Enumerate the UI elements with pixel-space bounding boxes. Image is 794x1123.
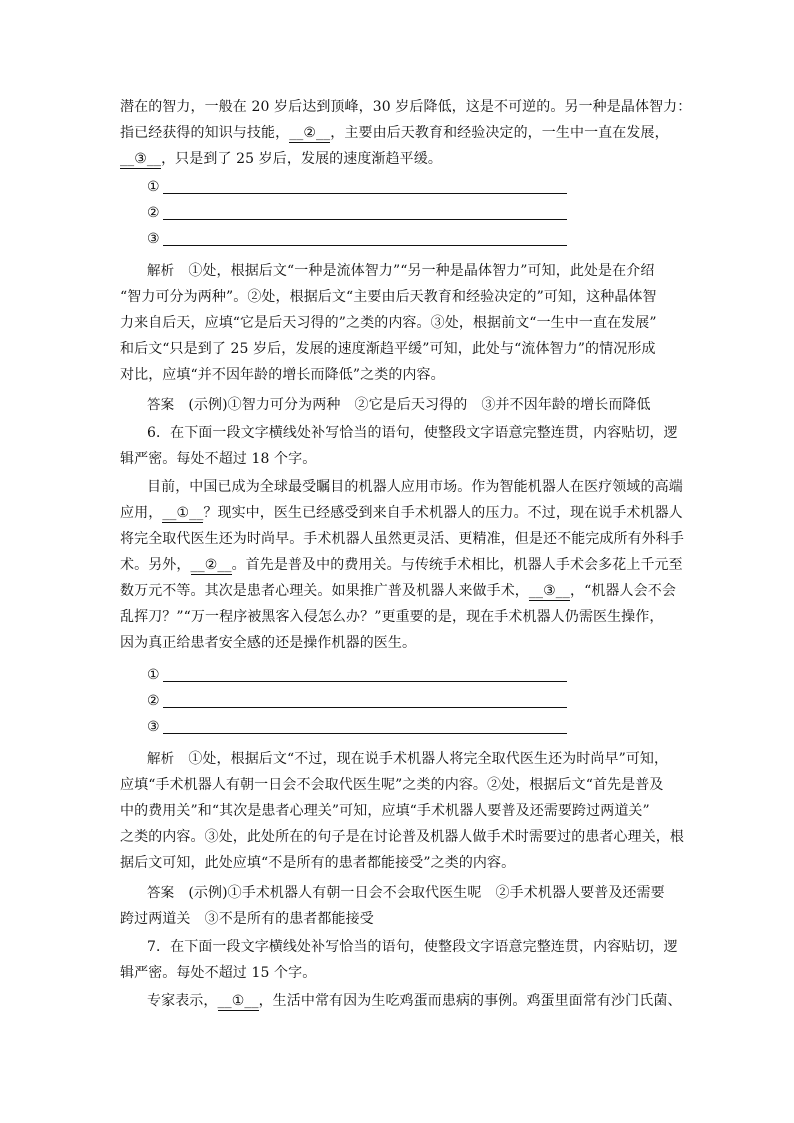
q5-analysis-line-5: 对比，应填“并不因年龄的增长而降低”之类的内容。 — [120, 367, 445, 383]
q6-paragraph-line-3: 将完全取代医生还为时尚早。手术机器人虽然更灵活、更精准，但是还不能完成所有外科手 — [120, 531, 684, 547]
q6-paragraph-line-7: 因为真正给患者安全感的还是操作机器的医生。 — [120, 635, 417, 651]
analysis-label: 解析 — [147, 751, 175, 767]
q6-analysis-line-2: 应填“手术机器人有朝一日会不会取代医生呢”之类的内容。②处，根据后文“首先是普及 — [120, 777, 664, 793]
q5-answer-line-3: ③ — [147, 226, 567, 252]
q7-prompt-line-1: 7．在下面一段文字横线处补写恰当的语句，使整段文字语意完整连贯，内容贴切，逻 — [147, 939, 678, 955]
q6-answer-line: 答案 (示例)①手术机器人有朝一日会不会取代医生呢 ②手术机器人要普及还需要 — [147, 885, 665, 901]
q6-analysis-line-3: 中的费用关”和“其次是患者心理关”可知，应填“手术机器人要普及还需要跨过两道关” — [120, 803, 650, 819]
q5-analysis-line-2: “智力可分为两种”。②处，根据后文“主要由后天教育和经验决定的”可知，这种晶体智 — [120, 289, 657, 305]
q7-prompt-line-2: 辑严密。每处不超过 15 个字。 — [120, 965, 317, 981]
q5-analysis-line-1: 解析 ①处，根据后文“一种是流体智力”“另一种是晶体智力”可知，此处是在介绍 — [147, 263, 655, 279]
q6-analysis-line-4: 之类的内容。③处，此处所在的句子是在讨论普及机器人做手术时需要过的患者心理关，根 — [120, 829, 684, 845]
q5-paragraph-line-3: __③__，只是到了 25 岁后，发展的速度渐趋平缓。 — [120, 151, 442, 167]
q6-answer-line-3: ③ — [147, 714, 567, 740]
q7-paragraph-line-1: 专家表示，__①__，生活中常有因为生吃鸡蛋而患病的事例。鸡蛋里面常有沙门氏菌、 — [147, 993, 682, 1009]
q6-analysis-line-1: 解析 ①处，根据后文“不过，现在说手术机器人将完全取代医生还为时尚早”可知， — [147, 751, 669, 767]
q6-blank-3: __③__ — [528, 583, 570, 599]
q6-paragraph-line-1: 目前，中国已成为全球最受瞩目的机器人应用市场。作为智能机器人在医疗领域的高端 — [147, 479, 683, 495]
q5-analysis-line-3: 力来自后天，应填“它是后天习得的”之类的内容。③处，根据前文“一生中一直在发展” — [120, 315, 657, 331]
q6-paragraph-line-5: 数万元不等。其次是患者心理关。如果推广普及机器人来做手术，__③__，“机器人会不会 — [120, 583, 676, 599]
q5-blank-3: __③__ — [120, 151, 162, 167]
q5-answer-line-1: ① — [147, 174, 567, 200]
q6-paragraph-line-6: 乱挥刀？”“万一程序被黑客入侵怎么办？”更重要的是，现在手术机器人仍需医生操作， — [120, 609, 664, 625]
q6-paragraph-line-2: 应用，__①__？现实中，医生已经感受到来自手术机器人的压力。不过，现在说手术机器人 — [120, 505, 683, 521]
q6-answer-line-1: ① — [147, 662, 567, 688]
q6-answer-line-cont: 跨过两道关 ③不是所有的患者都能接受 — [120, 911, 374, 927]
answer-label: 答案 — [147, 397, 175, 413]
q5-answer-line-2: ② — [147, 200, 567, 226]
answer-label: 答案 — [147, 885, 175, 901]
q6-answer-line-2: ② — [147, 688, 567, 714]
q7-blank-1: __①__ — [217, 993, 259, 1009]
q5-answer-line: 答案 (示例)①智力可分为两种 ②它是后天习得的 ③并不因年龄的增长而降低 — [147, 397, 651, 413]
q6-analysis-line-5: 据后文可知，此处应填“不是所有的患者都能接受”之类的内容。 — [120, 855, 516, 871]
analysis-label: 解析 — [147, 263, 175, 279]
q6-blank-2: __②__ — [190, 557, 232, 573]
q6-prompt-line-2: 辑严密。每处不超过 18 个字。 — [120, 451, 317, 467]
q5-analysis-line-4: 和后文“只是到了 25 岁后，发展的速度渐趋平缓”可知，此处与“流体智力”的情况形成 — [120, 341, 656, 357]
q6-prompt-line-1: 6．在下面一段文字横线处补写恰当的语句，使整段文字语意完整连贯，内容贴切，逻 — [147, 425, 678, 441]
q5-paragraph-line-1: 潜在的智力，一般在 20 岁后达到顶峰，30 岁后降低，这是不可逆的。另一种是晶体智力： — [120, 99, 692, 115]
q5-blank-2: __②__ — [289, 125, 331, 141]
q6-blank-1: __①__ — [162, 505, 204, 521]
q5-paragraph-line-2: 指已经获得的知识与技能，__②__，主要由后天教育和经验决定的，一生中一直在发展， — [120, 125, 669, 141]
q6-paragraph-line-4: 术。另外，__②__。首先是普及中的费用关。与传统手术相比，机器人手术会多花上千元至 — [120, 557, 683, 573]
